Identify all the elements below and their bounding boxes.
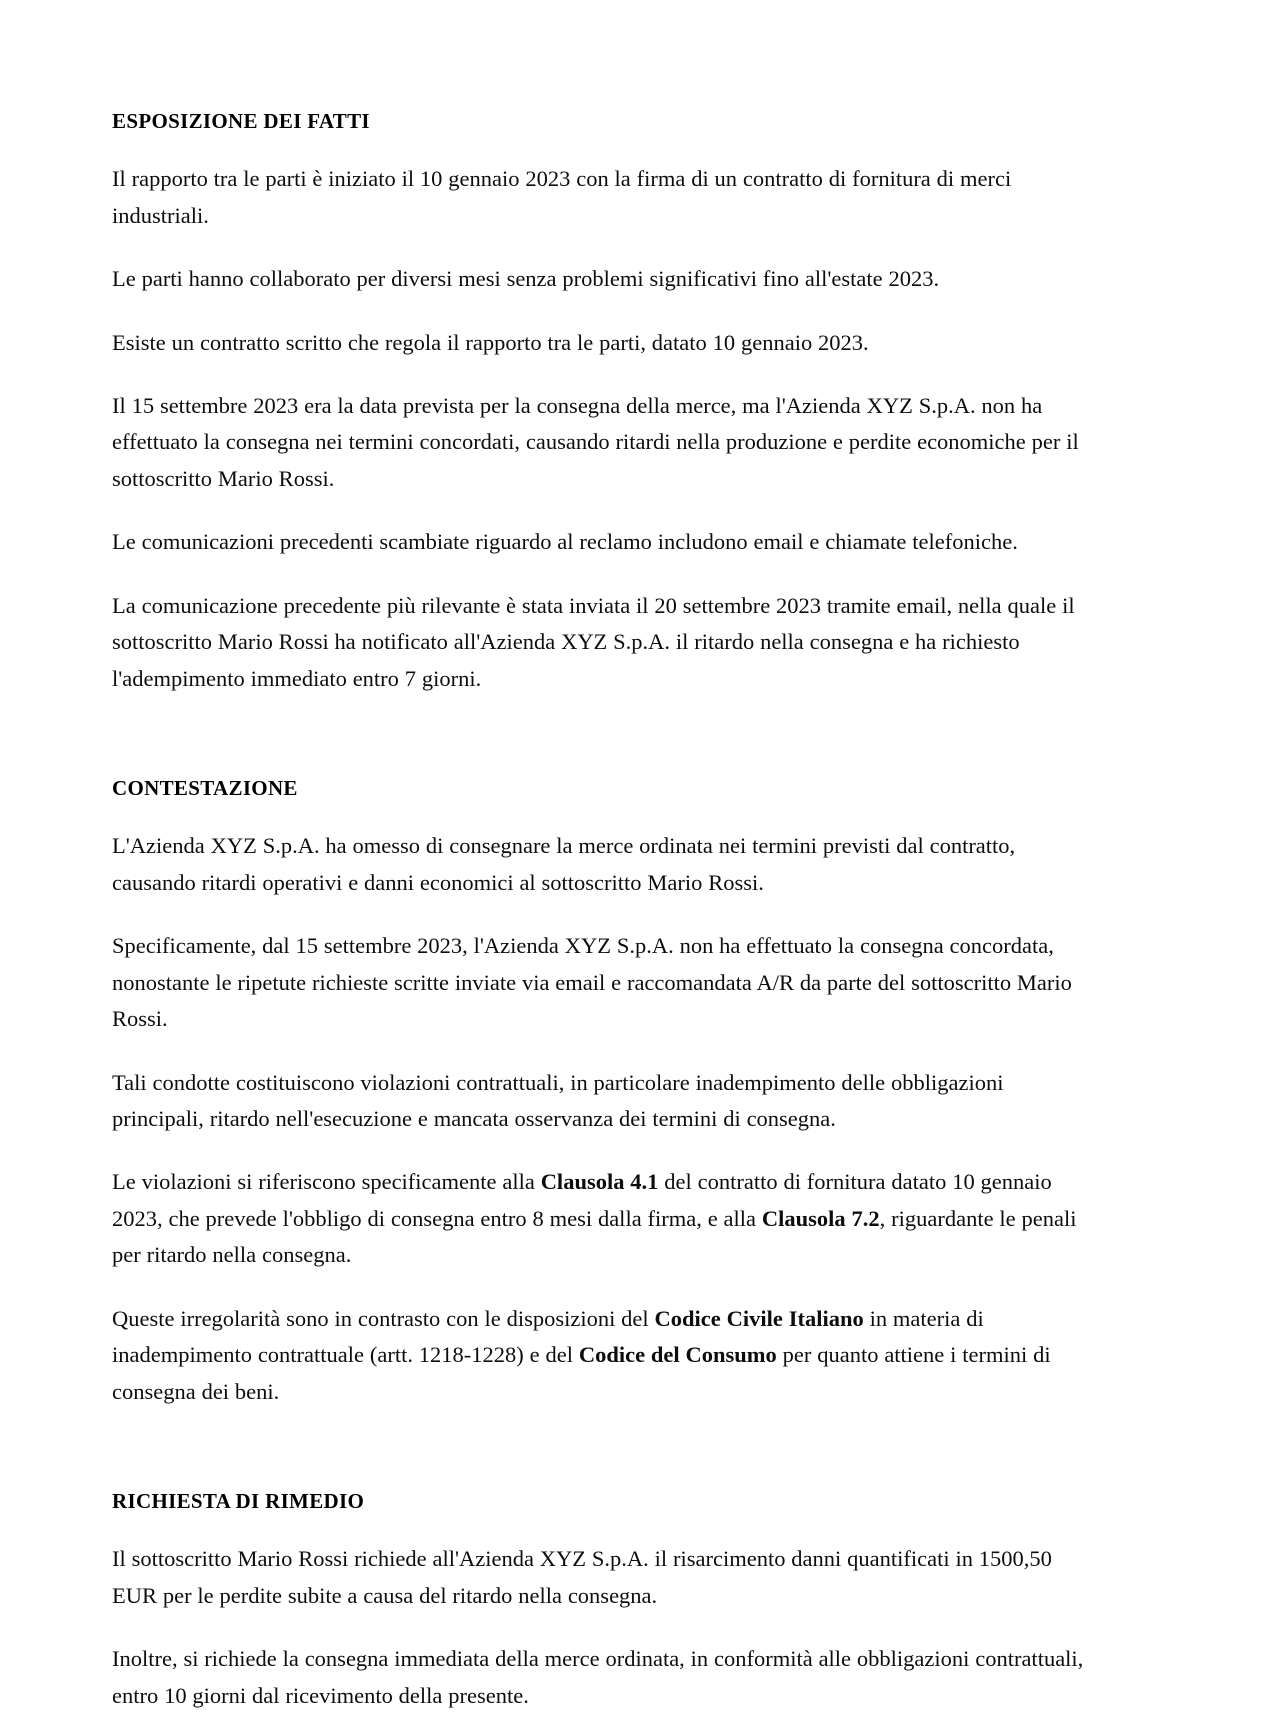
body-text: Queste irregolarità sono in contrasto con le disposizioni del — [112, 1305, 655, 1331]
paragraph-contestazione-p2 — [112, 928, 1100, 1037]
body-text: Esiste un contratto scritto che regola il rapporto tra le parti, datato 10 gennaio 2023. — [112, 329, 869, 355]
paragraph-contestazione-p5 — [112, 1301, 1100, 1410]
document-section-richiesta-di-rimedio — [112, 1488, 1100, 1714]
body-text: Inoltre, si richiede la consegna immediata della merce ordinata, in conformità alle obbligazioni contrattuali, entro 10 giorni dal ricevimento della presente. — [112, 1646, 1084, 1708]
body-text: in materia di inadempimento contrattuale (artt. 1218-1228) e del — [112, 1305, 984, 1368]
section-body-esposizione-dei-fatti — [112, 161, 1100, 697]
paragraph-fatti-p3 — [112, 325, 1100, 361]
body-text: , riguardante le penali per ritardo nella consegna. — [112, 1205, 1077, 1268]
emphasis-text: Codice Civile Italiano — [654, 1305, 864, 1331]
body-text: Il sottoscritto Mario Rossi richiede all'Azienda XYZ S.p.A. il risarcimento danni quantificati in 1500,50 EUR per le perdite subite a causa del ritardo nella consegna. — [112, 1546, 1052, 1608]
body-text: L'Azienda XYZ S.p.A. ha omesso di consegnare la merce ordinata nei termini previsti dal contratto, causando ritardi operativi e danni economici al sottoscritto Mario Rossi. — [112, 833, 1016, 895]
body-text: Le parti hanno collaborato per diversi mesi senza problemi significativi fino all'estate 2023. — [112, 266, 940, 292]
body-text: La comunicazione precedente più rilevante è stata inviata il 20 settembre 2023 tramite email, nella quale il sottoscritto Mario Rossi ha notificato all'Azienda XYZ S.p.A. il ritardo nella consegna e ha richiesto l'adempimento immediato entro 7 giorni. — [112, 592, 1075, 691]
body-text: Specificamente, dal 15 settembre 2023, l'Azienda XYZ S.p.A. non ha effettuato la consegna concordata, nonostante le ripetute richieste scritte inviate via email e raccomandata A/R da parte del sottoscritto Mario Rossi. — [112, 933, 1072, 1032]
body-text: del contratto di fornitura datato 10 gennaio 2023, che prevede l'obbligo di consegna entro 8 mesi dalla firma, e alla — [112, 1169, 1052, 1231]
body-text: Le comunicazioni precedenti scambiate riguardo al reclamo includono email e chiamate telefoniche. — [112, 529, 1018, 555]
paragraph-contestazione-p3 — [112, 1065, 1100, 1138]
body-text: per quanto attiene i termini di consegna dei beni. — [112, 1342, 1051, 1404]
paragraph-fatti-p5 — [112, 524, 1100, 560]
paragraph-fatti-p6 — [112, 588, 1100, 697]
paragraph-rimedio-p1 — [112, 1541, 1100, 1614]
emphasis-text: Clausola 4.1 — [540, 1169, 659, 1195]
paragraph-fatti-p4 — [112, 388, 1100, 497]
section-heading-contestazione: CONTESTAZIONE — [112, 776, 298, 801]
paragraph-contestazione-p4 — [112, 1164, 1100, 1273]
section-body-richiesta-di-rimedio — [112, 1541, 1100, 1714]
document-body — [112, 108, 1100, 1714]
paragraph-contestazione-p1 — [112, 828, 1100, 901]
paragraph-fatti-p2 — [112, 261, 1100, 297]
body-text: Le violazioni si riferiscono specificamente alla — [112, 1169, 541, 1195]
paragraph-rimedio-p2 — [112, 1641, 1100, 1714]
document-section-contestazione — [112, 775, 1100, 1410]
emphasis-text: Codice del Consumo — [578, 1342, 777, 1368]
section-heading-esposizione-dei-fatti: ESPOSIZIONE DEI FATTI — [112, 109, 370, 133]
document-section-esposizione-dei-fatti — [112, 108, 1100, 697]
section-body-contestazione — [112, 828, 1100, 1410]
emphasis-text: Clausola 7.2 — [761, 1205, 880, 1231]
paragraph-fatti-p1 — [112, 161, 1100, 234]
section-heading-richiesta-di-rimedio: RICHIESTA DI RIMEDIO — [112, 1489, 365, 1514]
body-text: Il 15 settembre 2023 era la data prevista per la consegna della merce, ma l'Azienda XYZ S.p.A. non ha effettuato la consegna nei termini concordati, causando ritardi nella produzione e perdite economiche per il sottoscritto Mario Rossi. — [112, 393, 1079, 491]
body-text: Il rapporto tra le parti è iniziato il 10 gennaio 2023 con la firma di un contratto di fornitura di merci industriali. — [112, 166, 1012, 228]
body-text: Tali condotte costituiscono violazioni contrattuali, in particolare inadempimento delle obbligazioni principali, ritardo nell'esecuzione e mancata osservanza dei termini di consegna. — [112, 1069, 1004, 1132]
